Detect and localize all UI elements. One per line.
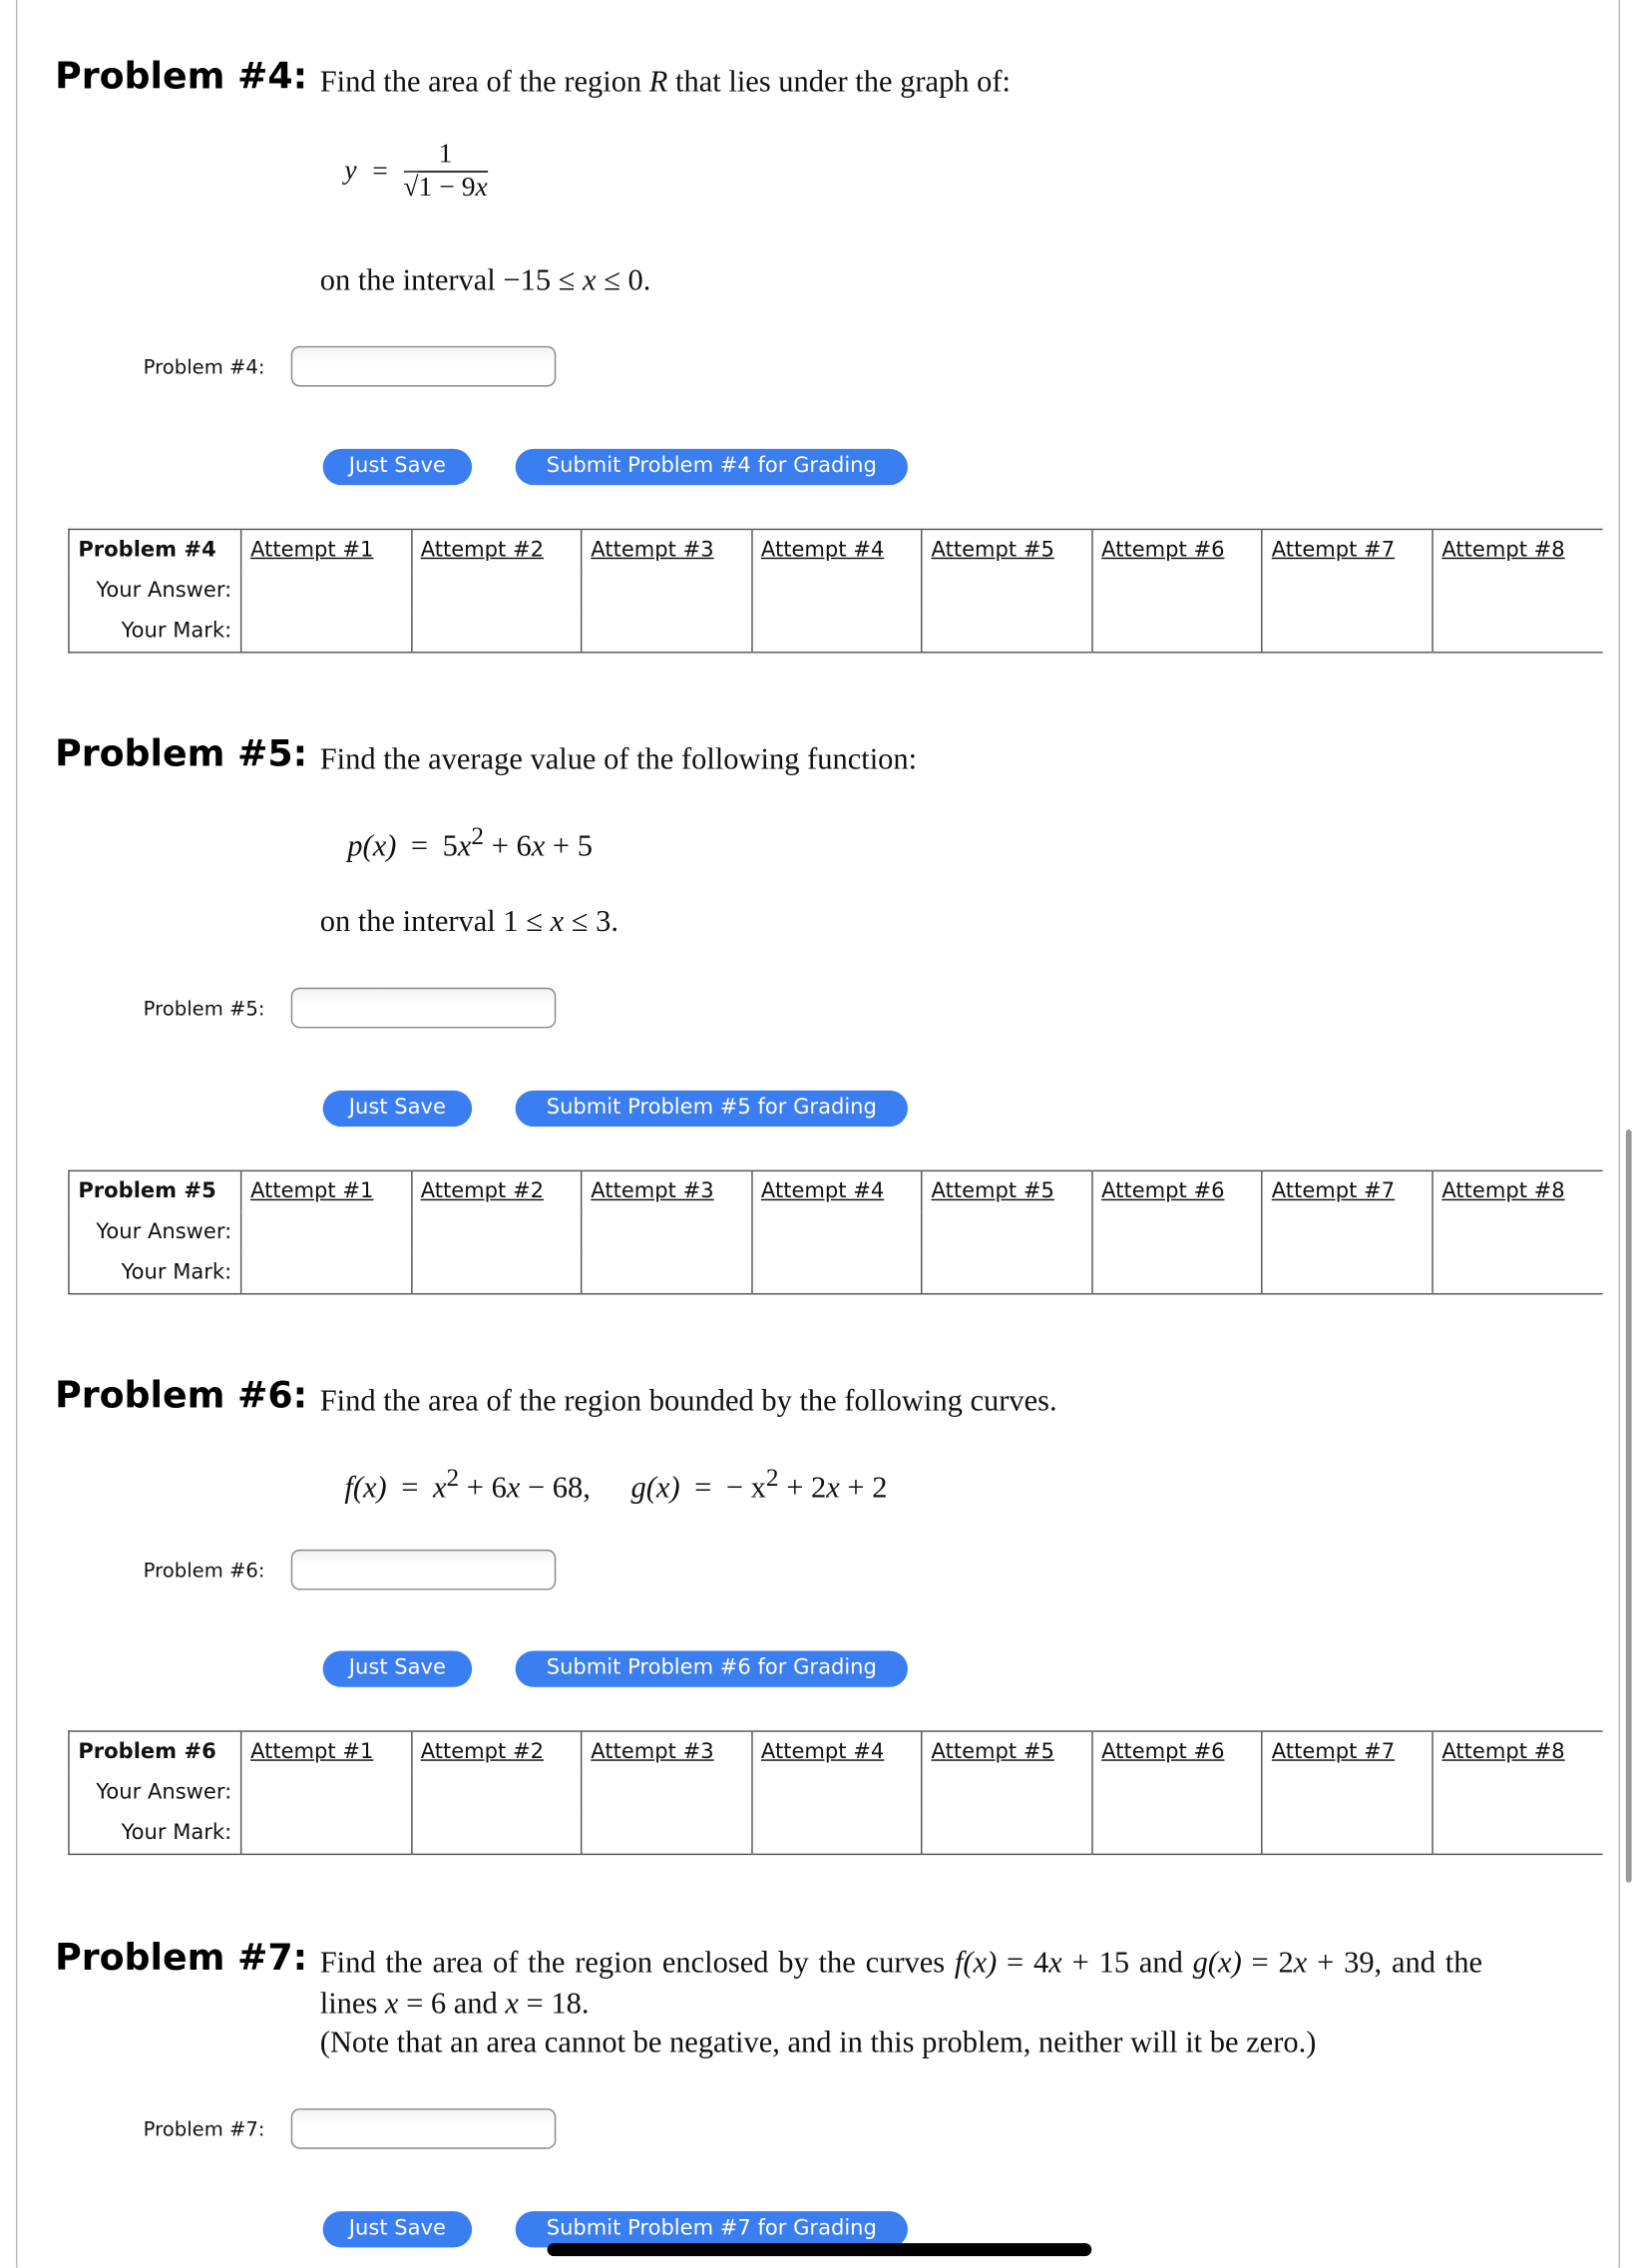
attempt-cell bbox=[582, 611, 752, 652]
attempt-link[interactable]: Attempt #2 bbox=[420, 538, 545, 563]
formula-eq: = bbox=[372, 156, 388, 187]
formula bbox=[344, 1463, 887, 1507]
exponent: 2 bbox=[446, 1462, 460, 1492]
attempts-table bbox=[68, 1730, 1602, 1855]
attempt-cell bbox=[1262, 1212, 1432, 1253]
attempt-cell bbox=[411, 611, 582, 652]
term: + 2 bbox=[778, 1470, 827, 1505]
exponent: 2 bbox=[471, 820, 485, 850]
fraction bbox=[403, 139, 487, 204]
interval-text: on the interval bbox=[319, 261, 504, 297]
attempt-cell bbox=[1432, 1813, 1603, 1854]
attempt-cell bbox=[1092, 1212, 1263, 1253]
attempt-cell bbox=[751, 1212, 922, 1253]
left-border bbox=[16, 0, 17, 2268]
home-indicator[interactable] bbox=[548, 2243, 1092, 2256]
prompt-text: that lies under the graph of: bbox=[667, 63, 1012, 99]
text: + 15 and bbox=[1061, 1945, 1193, 1980]
interval-text: on the interval bbox=[319, 903, 504, 939]
answer-input[interactable] bbox=[291, 1550, 557, 1590]
formula-lhs: p(x) bbox=[347, 828, 397, 863]
attempt-cell bbox=[1092, 1772, 1263, 1813]
formula-eq: = bbox=[401, 1470, 419, 1505]
attempt-link[interactable]: Attempt #4 bbox=[760, 1740, 885, 1764]
problem-line-2 bbox=[320, 1986, 590, 2022]
attempt-cell bbox=[922, 611, 1092, 652]
attempt-cell bbox=[751, 1813, 922, 1854]
attempt-cell bbox=[751, 1170, 922, 1211]
formula-lhs: y bbox=[344, 156, 357, 187]
attempt-link[interactable]: Attempt #2 bbox=[420, 1740, 545, 1764]
scrollbar[interactable] bbox=[1626, 1130, 1632, 1883]
attempt-cell bbox=[1432, 1772, 1603, 1813]
attempt-cell bbox=[922, 571, 1092, 612]
attempt-link[interactable]: Attempt #4 bbox=[760, 1179, 885, 1204]
table-row bbox=[69, 529, 1603, 570]
attempt-cell bbox=[582, 1731, 752, 1772]
var: x bbox=[826, 1470, 840, 1505]
row-label: Your Answer: bbox=[69, 1772, 241, 1813]
attempt-cell bbox=[1432, 1731, 1603, 1772]
attempt-cell bbox=[1262, 1813, 1432, 1854]
attempt-cell bbox=[1262, 1772, 1432, 1813]
sqrt-sign: √ bbox=[403, 172, 419, 204]
table-title: Problem #5 bbox=[69, 1170, 241, 1211]
attempt-cell bbox=[1092, 1813, 1263, 1854]
text: = 2 bbox=[1241, 1945, 1294, 1980]
attempt-cell bbox=[241, 1731, 412, 1772]
formula-eq: = bbox=[410, 828, 429, 863]
formula bbox=[347, 821, 593, 865]
attempt-cell bbox=[751, 1772, 922, 1813]
attempt-cell bbox=[1432, 1170, 1603, 1211]
term: + 6 bbox=[459, 1470, 507, 1505]
interval-a: 1 ≤ bbox=[503, 903, 551, 939]
row-label: Your Mark: bbox=[69, 1252, 241, 1293]
var: x bbox=[1048, 1945, 1062, 1980]
interval-b: ≤ 3. bbox=[564, 903, 618, 939]
text: + 39, and the bbox=[1307, 1945, 1483, 1980]
attempt-link[interactable]: Attempt #5 bbox=[931, 1740, 1054, 1764]
attempt-cell bbox=[582, 1813, 752, 1854]
answer-label: Problem #7: bbox=[143, 2118, 265, 2142]
attempt-cell bbox=[1092, 1170, 1263, 1211]
attempt-cell bbox=[411, 1252, 582, 1293]
attempt-cell bbox=[411, 1170, 582, 1211]
attempt-link[interactable]: Attempt #4 bbox=[760, 538, 885, 563]
var: x bbox=[432, 1470, 447, 1505]
attempt-cell bbox=[241, 1813, 412, 1854]
attempt-cell bbox=[1262, 1252, 1432, 1293]
term: + 6 bbox=[484, 828, 532, 863]
attempt-cell bbox=[922, 1813, 1092, 1854]
attempt-cell bbox=[241, 529, 412, 570]
attempt-cell bbox=[582, 571, 752, 612]
attempt-cell bbox=[241, 571, 412, 612]
attempt-cell bbox=[1092, 1731, 1263, 1772]
attempt-cell bbox=[411, 571, 582, 612]
attempt-cell bbox=[1092, 529, 1263, 570]
denominator bbox=[403, 173, 487, 205]
attempts-table bbox=[68, 1170, 1602, 1295]
attempt-cell bbox=[411, 529, 582, 570]
attempt-cell bbox=[241, 611, 412, 652]
attempt-cell bbox=[1262, 571, 1432, 612]
interval-b: ≤ 0. bbox=[596, 261, 651, 297]
problem-heading: Problem #5: bbox=[55, 732, 308, 775]
answer-input[interactable] bbox=[291, 346, 557, 387]
just-save-button[interactable]: Just Save bbox=[323, 1650, 472, 1686]
table-row bbox=[69, 1170, 1603, 1211]
table-title: Problem #6 bbox=[69, 1731, 241, 1772]
answer-label: Problem #6: bbox=[143, 1560, 265, 1584]
var: x bbox=[384, 1985, 399, 2021]
attempt-link[interactable]: Attempt #7 bbox=[1271, 538, 1396, 563]
text: = 4 bbox=[997, 1945, 1049, 1980]
var: g(x) bbox=[1192, 1945, 1242, 1980]
attempt-link[interactable]: Attempt #1 bbox=[250, 1740, 374, 1764]
problem-prompt bbox=[320, 64, 1011, 100]
attempt-link[interactable]: Attempt #1 bbox=[250, 1179, 374, 1204]
attempt-cell bbox=[582, 1772, 752, 1813]
var: x bbox=[505, 1985, 519, 2021]
attempt-cell bbox=[922, 1170, 1092, 1211]
numerator: 1 bbox=[403, 139, 487, 172]
attempt-cell bbox=[751, 571, 922, 612]
right-border bbox=[1619, 0, 1620, 2268]
attempt-cell bbox=[241, 1772, 412, 1813]
interval-var: x bbox=[550, 903, 565, 939]
table-row bbox=[69, 571, 1603, 612]
attempt-link[interactable]: Attempt #7 bbox=[1271, 1179, 1396, 1204]
answer-label: Problem #5: bbox=[143, 997, 265, 1022]
attempt-cell bbox=[1262, 1170, 1432, 1211]
submit-button[interactable]: Submit Problem #6 for Grading bbox=[516, 1650, 908, 1686]
just-save-button[interactable]: Just Save bbox=[323, 1091, 472, 1127]
table-row bbox=[69, 1813, 1603, 1854]
attempt-cell bbox=[751, 611, 922, 652]
g-label: g(x) bbox=[630, 1470, 680, 1505]
problem-prompt: Find the average value of the following function: bbox=[319, 741, 918, 776]
attempt-cell bbox=[411, 1813, 582, 1854]
interval bbox=[320, 904, 618, 940]
text: Find the area of the region enclosed by the curves bbox=[319, 1945, 955, 1980]
attempt-cell bbox=[1262, 611, 1432, 652]
attempt-cell bbox=[411, 1772, 582, 1813]
table-row bbox=[69, 1731, 1603, 1772]
term: − 68, bbox=[520, 1470, 591, 1505]
var: x bbox=[531, 828, 546, 863]
attempt-cell bbox=[1432, 529, 1603, 570]
attempt-cell bbox=[751, 1252, 922, 1293]
row-label: Your Answer: bbox=[69, 1212, 241, 1253]
just-save-button[interactable]: Just Save bbox=[323, 2211, 472, 2247]
attempt-cell bbox=[751, 529, 922, 570]
attempts-table bbox=[68, 529, 1602, 654]
attempt-link[interactable]: Attempt #8 bbox=[1441, 1740, 1565, 1764]
attempt-cell bbox=[1432, 571, 1603, 612]
row-label: Your Answer: bbox=[69, 571, 241, 612]
row-label: Your Mark: bbox=[69, 611, 241, 652]
table-row bbox=[69, 1772, 1603, 1813]
attempt-link[interactable]: Attempt #6 bbox=[1101, 538, 1225, 563]
interval bbox=[320, 262, 651, 298]
term: 5 bbox=[442, 828, 458, 863]
attempt-link[interactable]: Attempt #8 bbox=[1441, 538, 1565, 563]
just-save-button[interactable]: Just Save bbox=[323, 449, 472, 485]
problem-heading: Problem #7: bbox=[55, 1936, 308, 1979]
submit-button[interactable]: Submit Problem #4 for Grading bbox=[516, 449, 908, 485]
term: + 5 bbox=[545, 828, 593, 863]
attempt-cell bbox=[1092, 611, 1263, 652]
formula-eq: = bbox=[694, 1470, 712, 1505]
attempt-cell bbox=[1092, 1252, 1263, 1293]
attempt-link[interactable]: Attempt #2 bbox=[420, 1179, 545, 1204]
text: lines bbox=[319, 1985, 385, 2021]
attempt-link[interactable]: Attempt #3 bbox=[591, 538, 714, 563]
prompt-text: Find the area of the region bbox=[319, 63, 649, 99]
attempt-link[interactable]: Attempt #1 bbox=[250, 538, 374, 563]
table-row bbox=[69, 611, 1603, 652]
attempt-link[interactable]: Attempt #5 bbox=[931, 538, 1054, 563]
interval-var: x bbox=[583, 261, 597, 297]
attempt-link[interactable]: Attempt #7 bbox=[1271, 1740, 1396, 1764]
radicand bbox=[419, 171, 488, 203]
attempt-cell bbox=[1262, 1731, 1432, 1772]
radicand-var: x bbox=[475, 172, 488, 204]
radicand-text: 1 − 9 bbox=[418, 172, 476, 204]
attempt-cell bbox=[582, 1252, 752, 1293]
formula bbox=[344, 139, 487, 204]
attempt-cell bbox=[241, 1212, 412, 1253]
attempt-cell bbox=[1092, 571, 1263, 612]
var: x bbox=[457, 828, 472, 863]
text: = 18. bbox=[518, 1985, 590, 2021]
attempt-cell bbox=[411, 1731, 582, 1772]
attempt-cell bbox=[241, 1252, 412, 1293]
row-label: Your Mark: bbox=[69, 1813, 241, 1854]
attempt-link[interactable]: Attempt #8 bbox=[1441, 1179, 1565, 1204]
attempt-link[interactable]: Attempt #3 bbox=[591, 1179, 714, 1204]
exponent: 2 bbox=[765, 1462, 779, 1492]
problem-line-1 bbox=[320, 1945, 1482, 1981]
var: x bbox=[1293, 1945, 1308, 1980]
attempt-cell bbox=[922, 1212, 1092, 1253]
attempt-cell bbox=[411, 1212, 582, 1253]
var: f(x) bbox=[954, 1945, 998, 1980]
problem-note: (Note that an area cannot be negative, and in this problem, neither will it be zero.) bbox=[319, 2024, 1317, 2059]
submit-button[interactable]: Submit Problem #5 for Grading bbox=[516, 1091, 908, 1127]
attempt-cell bbox=[241, 1170, 412, 1211]
attempt-cell bbox=[582, 1170, 752, 1211]
attempt-cell bbox=[922, 1731, 1092, 1772]
attempt-cell bbox=[922, 1252, 1092, 1293]
submit-button[interactable]: Submit Problem #7 for Grading bbox=[516, 2211, 908, 2247]
prompt-var: R bbox=[648, 63, 668, 99]
attempt-cell bbox=[922, 1772, 1092, 1813]
problem-heading: Problem #4: bbox=[55, 55, 308, 98]
problem-heading: Problem #6: bbox=[55, 1374, 308, 1417]
attempt-cell bbox=[1262, 529, 1432, 570]
text: = 6 and bbox=[398, 1985, 506, 2021]
attempt-cell bbox=[582, 529, 752, 570]
f-label: f(x) bbox=[344, 1470, 387, 1505]
table-row bbox=[69, 1252, 1603, 1293]
term: − x bbox=[725, 1470, 766, 1505]
attempt-cell bbox=[922, 529, 1092, 570]
table-row bbox=[69, 1212, 1603, 1253]
attempt-cell bbox=[1432, 1252, 1603, 1293]
table-title: Problem #4 bbox=[69, 529, 241, 570]
attempt-cell bbox=[1432, 1212, 1603, 1253]
attempt-cell bbox=[582, 1212, 752, 1253]
term: + 2 bbox=[839, 1470, 888, 1505]
attempt-link[interactable]: Attempt #6 bbox=[1101, 1740, 1225, 1764]
interval-a: −15 ≤ bbox=[503, 261, 584, 297]
var: x bbox=[506, 1470, 521, 1505]
answer-label: Problem #4: bbox=[143, 356, 265, 380]
attempt-cell bbox=[751, 1731, 922, 1772]
answer-input[interactable] bbox=[291, 988, 557, 1029]
attempt-link[interactable]: Attempt #6 bbox=[1101, 1179, 1225, 1204]
attempt-link[interactable]: Attempt #5 bbox=[931, 1179, 1054, 1204]
attempt-link[interactable]: Attempt #3 bbox=[591, 1740, 714, 1764]
attempt-cell bbox=[1432, 611, 1603, 652]
problem-prompt: Find the area of the region bounded by the following curves. bbox=[319, 1382, 1057, 1418]
answer-input[interactable] bbox=[291, 2108, 557, 2149]
